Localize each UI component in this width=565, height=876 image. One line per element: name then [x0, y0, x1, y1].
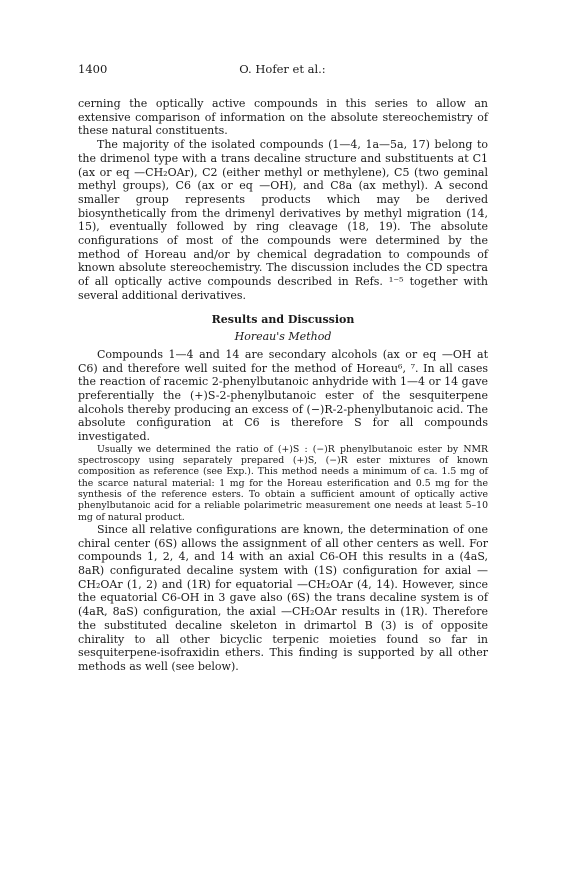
paragraph-relative-config: Since all relative configurations are known, the determination of one chiral center (6S) allows the assignment of all other centers as well. For compounds 1, 2, 4, and 14 with an axial C6-OH this results in a (4aS, 8aR) configurated decaline system with (1S) configuration for axial —CH₂OAr (1, 2) and (1R) for equatorial —CH₂OAr (4, 14). However, since the equatorial C6-OH in 3 gave also (6S) the trans decaline system is of (4aR, 8aS) configuration, the axial —CH₂OAr results in (1R). Therefore the substituted decaline skeleton in drimartol B (3) is of opposite chirality to all other bicyclic terpenic moieties found so far in sesquiterpene-isofraxidin ethers. This finding is supported by all other methods as well (see below).: [78, 522, 488, 673]
page-number: 1400: [78, 62, 108, 76]
paragraph-continued: cerning the optically active compounds in this series to allow an extensive comparison of information on the absolute stereochemistry of these natural constituents.: [78, 97, 488, 138]
running-author: O. Hofer et al.:: [239, 62, 326, 76]
paragraph-horeau: Compounds 1—4 and 14 are secondary alcohols (ax or eq —OH at C6) and therefore well suited for the method of Horeau⁶, ⁷. In all cases the reaction of racemic 2-phenylbutanoic anhydride with 1—4 or 14 gave preferentially the (+)S-2-phenylbutanoic ester of the sesquiterpene alcohols thereby producing an excess of (−)R-2-phenylbutanoic acid. The absolute configuration at C6 is therefore S for all compounds investigated.: [78, 347, 488, 444]
running-head: [78, 62, 487, 76]
paragraph-majority: The majority of the isolated compounds (1—4, 1a—5a, 17) belong to the drimenol type with a trans decaline structure and substituents at C1 (ax or eq —CH₂OAr), C2 (either methyl or methylene), C5 (two geminal methyl groups), C6 (ax or eq —OH), and C8a (ax methyl). A second smaller group represents products which may be derived biosynthetically from the drimenyl derivatives by methyl migration (14, 15), eventually followed by ring cleavage (18, 19). The absolute configurations of most of the compounds were determined by the method of Horeau and/or by chemical degradation to compounds of known absolute stereochemistry. The discussion includes the CD spectra of all optically active compounds described in Refs. ¹⁻⁵ together with several additional derivatives.: [78, 138, 488, 302]
section-heading: Results and Discussion: [211, 312, 355, 326]
body-text: [78, 97, 488, 674]
small-print-note: Usually we determined the ratio of (+)S : (−)R phenylbutanoic ester by NMR spectroscopy using separately prepared (+)S, (−)R ester mixtures of known composition as reference (see Exp.). This method needs a minimum of ca. 1.5 mg of the scarce natural material: 1 mg for the Horeau esterification and 0.5 mg for the synthesis of the reference esters. To obtain a sufficient amount of optically active phenylbutanoic acid for a reliable polarimetric measurement one needs at least 5–10 mg of natural product.: [78, 443, 488, 523]
subsection-heading: Horeau's Method: [234, 330, 332, 344]
